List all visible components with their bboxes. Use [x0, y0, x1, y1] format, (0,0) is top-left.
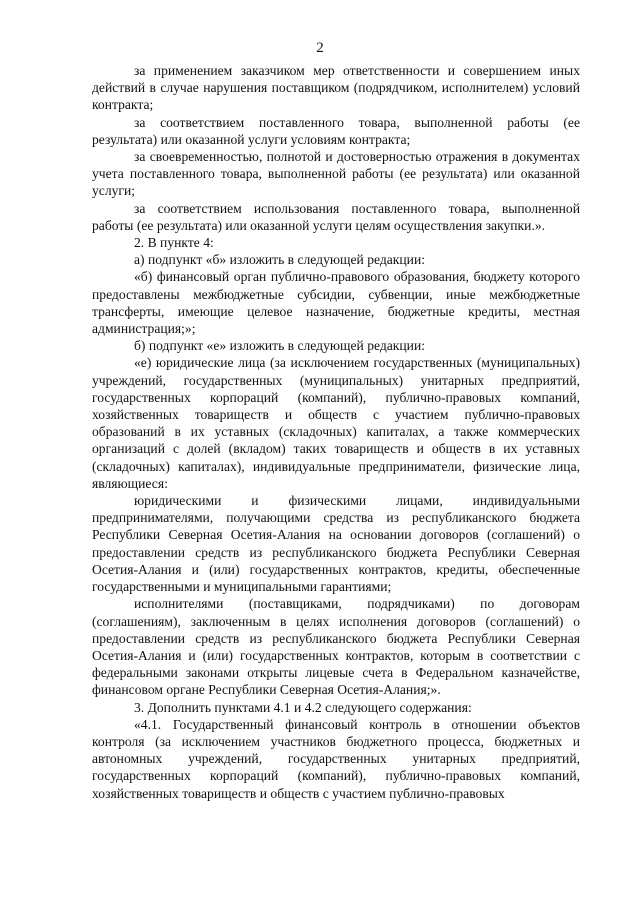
paragraph: за соответствием использования поставленного товара, выполненной работы (ее результата) или оказанной услуги целям осуществления закупки.». — [92, 200, 580, 233]
paragraph: 3. Дополнить пунктами 4.1 и 4.2 следующего содержания: — [134, 699, 472, 715]
paragraph: а) подпункт «б» изложить в следующей редакции: — [134, 252, 426, 268]
paragraph: «4.1. Государственный финансовый контроль в отношении объектов контроля (за исключением участников бюджетного процесса, бюджетных и автономных учреждений, государственных унитарных предприятий, государственных корпораций (компаний), публично-правовых компаний, хозяйственных товариществ и обществ с участием публично-правовых — [92, 716, 580, 801]
paragraph: за соответствием поставленного товара, выполненной работы (ее результата) или оказанной услуги условиям контракта; — [92, 114, 580, 147]
paragraph: 2. В пункте 4: — [134, 235, 214, 251]
paragraph: «е) юридические лица (за исключением государственных (муниципальных) учреждений, государственных (муниципальных) унитарных предприятий, государственных корпораций (компаний), публично-правовых компаний, хозяйственных товариществ и обществ с участием публично-правовых образований в их уставных (складочных) капиталах, а также коммерческих организаций с долей (вкладом) таких товариществ и обществ в их уставных (складочных) капиталах), индивидуальные предприниматели, физические лица, являющиеся: — [92, 355, 580, 491]
paragraph: юридическими и физическими лицами, индивидуальными предпринимателями, получающими средства из республиканского бюджета Республики Северная Осетия-Алания на основании договоров (соглашений) о предоставлении средств из республиканского бюджета Республики Северная Осетия-Алания и (или) государственных контрактов, кредиты, обеспеченные государственными и муниципальными гарантиями; — [92, 493, 580, 595]
paragraph: «б) финансовый орган публично-правового образования, бюджету которого предоставлены межбюджетные субсидии, субвенции, иные межбюджетные трансферты, имеющие целевое назначение, бюджетные кредиты, местная администрация;»; — [92, 269, 580, 337]
paragraph: за своевременностью, полнотой и достоверностью отражения в документах учета поставленного товара, выполненной работы (ее результата) или оказанной услуги; — [92, 149, 580, 199]
paragraph: исполнителями (поставщиками, подрядчиками) по договорам (соглашениям), заключенным в целях исполнения договоров (соглашений) о предоставлении средств из республиканского бюджета Республики Северная Осетия-Алания и (или) государственных контрактов, которым в соответствии с федеральными законами открыты лицевые счета в Федеральном казначействе, финансовом органе Республики Северная Осетия-Алания;». — [92, 596, 580, 698]
page-number: 2 — [316, 40, 324, 56]
paragraph: за применением заказчиком мер ответственности и совершением иных действий в случае нарушения поставщиком (подрядчиком, исполнителем) условий контракта; — [92, 63, 580, 113]
paragraph: б) подпункт «е» изложить в следующей редакции: — [134, 338, 426, 354]
body-text — [92, 62, 580, 802]
